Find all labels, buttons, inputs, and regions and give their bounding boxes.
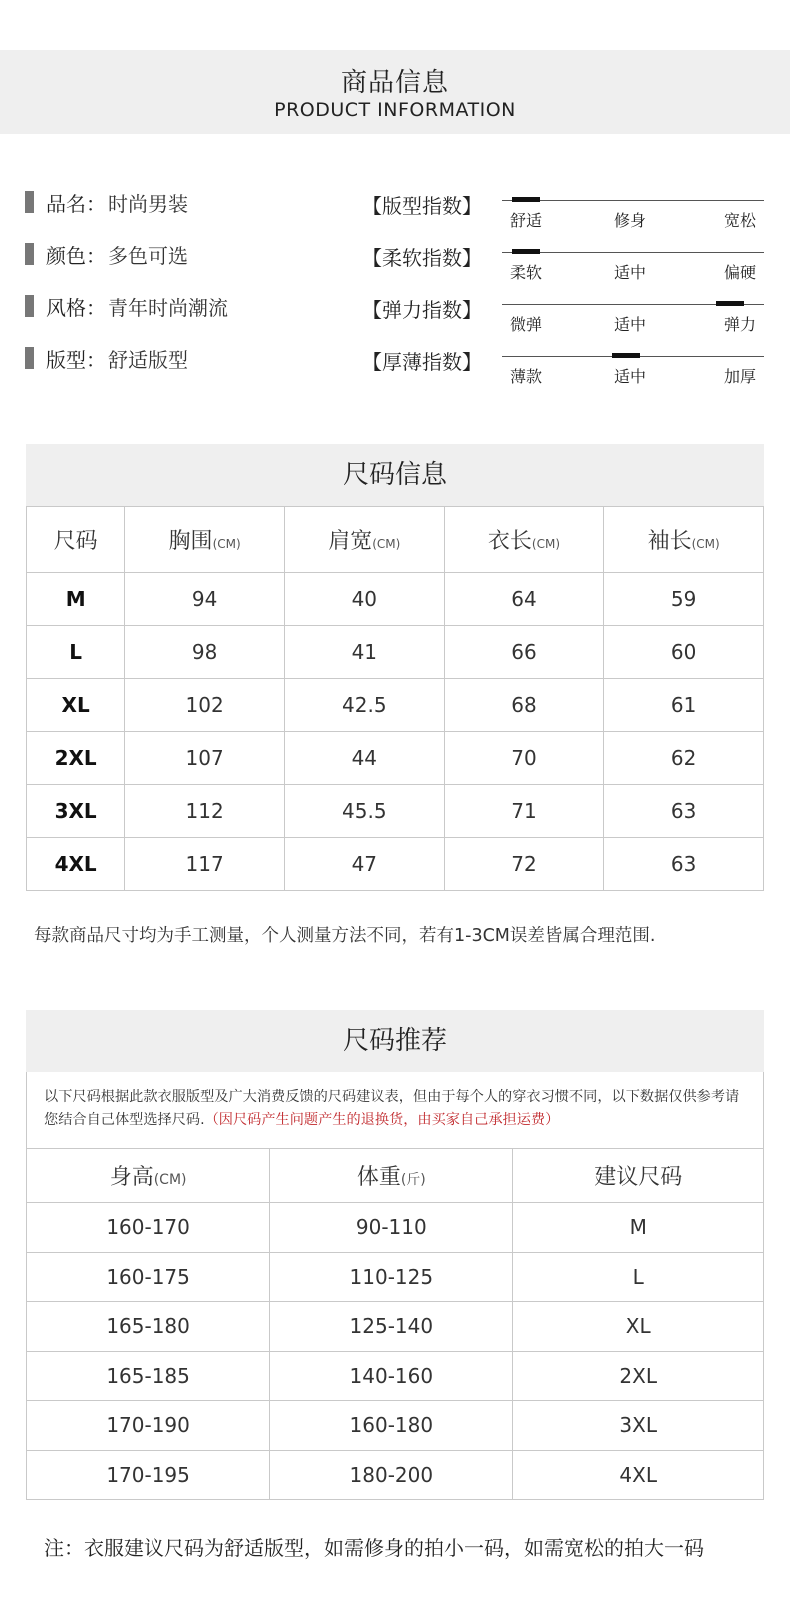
- scale-label: 偏硬: [723, 263, 756, 282]
- col-header-label: 胸围: [168, 529, 213, 554]
- table-cell: 66: [444, 626, 604, 679]
- recommend-description: [26, 1072, 764, 1148]
- product-info-header: [0, 50, 790, 134]
- table-cell: L: [513, 1252, 764, 1302]
- attribute-row: [25, 343, 188, 373]
- scale-marker: [612, 353, 640, 358]
- table-cell: XL: [513, 1302, 764, 1352]
- scale-label: 适中: [614, 315, 647, 334]
- table-cell: 160-175: [27, 1252, 270, 1302]
- table-cell: 107: [125, 732, 285, 785]
- recommend-desc-text: 以下尺码根据此款衣服版型及广大消费反馈的尺码建议表，但由于每个人的穿衣习惯不同，以下数据仅供参考请您结合自己体型选择尺码.: [44, 1089, 740, 1128]
- return-policy-warning: （因尺码产生问题产生的退换货，由买家自己承担运费）: [204, 1112, 560, 1128]
- scale-label: 薄款: [510, 367, 543, 386]
- table-row: [27, 626, 764, 679]
- table-cell: 90-110: [270, 1203, 513, 1253]
- col-header-label: 衣长: [487, 529, 532, 554]
- size-cell: L: [27, 626, 125, 679]
- size-advice-note: 注：衣服建议尺码为舒适版型，如需修身的拍小一码，如需宽松的拍大一码: [44, 1536, 704, 1560]
- scale-label: 舒适: [510, 211, 543, 230]
- table-cell: 61: [604, 679, 764, 732]
- table-cell: 68: [444, 679, 604, 732]
- measurement-note: 每款商品尺寸均为手工测量，个人测量方法不同，若有1-3CM误差皆属合理范围.: [34, 926, 656, 946]
- table-cell: 62: [604, 732, 764, 785]
- size-info-title: 尺码信息: [26, 444, 764, 506]
- scale-label: 弹力: [723, 315, 756, 334]
- col-header-unit: (CM): [691, 537, 720, 551]
- bullet-bar: [25, 347, 34, 369]
- table-row: [27, 732, 764, 785]
- scale-label: 加厚: [723, 367, 756, 386]
- index-title: 【柔软指数】: [362, 246, 482, 270]
- scale-line: [502, 200, 764, 201]
- col-header-unit: (CM): [531, 537, 561, 551]
- col-header-label: 体重: [356, 1165, 401, 1190]
- table-row: [27, 1252, 764, 1302]
- attribute-value: 舒适版型: [108, 347, 188, 372]
- table-row: [27, 1351, 764, 1401]
- col-header-chest: [125, 507, 285, 573]
- col-header-label: 建议尺码: [594, 1165, 683, 1190]
- index-title: 【版型指数】: [362, 194, 482, 218]
- header-title-en: PRODUCT INFORMATION: [274, 99, 516, 121]
- size-cell: 3XL: [27, 785, 125, 838]
- table-row: [27, 1302, 764, 1352]
- scale-line: [502, 252, 764, 253]
- table-cell: 165-185: [27, 1351, 270, 1401]
- table-cell: 180-200: [270, 1450, 513, 1500]
- table-cell: 47: [284, 838, 444, 891]
- scale-marker: [716, 301, 744, 306]
- table-cell: 72: [444, 838, 604, 891]
- table-cell: 170-190: [27, 1401, 270, 1451]
- col-header-label: 尺码: [53, 529, 98, 554]
- scale-label: 微弹: [510, 315, 543, 334]
- scale-marker: [512, 197, 540, 202]
- col-header-length: [444, 507, 604, 573]
- attribute-value: 多色可选: [108, 243, 188, 268]
- table-row: [27, 1401, 764, 1451]
- size-recommend-title: 尺码推荐: [26, 1010, 764, 1072]
- table-cell: 42.5: [284, 679, 444, 732]
- col-header-height: [27, 1149, 270, 1203]
- col-header-weight: [270, 1149, 513, 1203]
- table-cell: 160-180: [270, 1401, 513, 1451]
- table-row: [27, 838, 764, 891]
- scale-label: 适中: [614, 367, 647, 386]
- table-cell: 140-160: [270, 1351, 513, 1401]
- col-header-label: 肩宽: [328, 529, 373, 554]
- table-row: [27, 785, 764, 838]
- bullet-bar: [25, 295, 34, 317]
- attribute-label: 品名：: [46, 191, 106, 216]
- attribute-value: 青年时尚潮流: [108, 295, 228, 320]
- scale-label: 适中: [614, 263, 647, 282]
- table-row: [27, 573, 764, 626]
- table-cell: 112: [125, 785, 285, 838]
- table-cell: 2XL: [513, 1351, 764, 1401]
- table-row: [27, 1203, 764, 1253]
- attribute-label: 风格：: [46, 295, 106, 320]
- table-cell: 71: [444, 785, 604, 838]
- table-cell: 64: [444, 573, 604, 626]
- scale-label: 宽松: [723, 211, 756, 230]
- bullet-bar: [25, 191, 34, 213]
- table-cell: 117: [125, 838, 285, 891]
- attribute-label: 颜色：: [46, 243, 106, 268]
- table-cell: 44: [284, 732, 444, 785]
- attribute-value: 时尚男装: [108, 191, 188, 216]
- table-cell: 98: [125, 626, 285, 679]
- attribute-label: 版型：: [46, 347, 106, 372]
- index-scale: [502, 304, 764, 344]
- size-cell: 2XL: [27, 732, 125, 785]
- table-row: [27, 679, 764, 732]
- col-header-label: 袖长: [647, 529, 692, 554]
- size-table: [26, 506, 764, 891]
- index-scale: [502, 252, 764, 292]
- recommend-table: [26, 1148, 764, 1500]
- table-cell: 60: [604, 626, 764, 679]
- table-cell: 160-170: [27, 1203, 270, 1253]
- table-cell: 102: [125, 679, 285, 732]
- table-cell: 110-125: [270, 1252, 513, 1302]
- index-title: 【弹力指数】: [362, 298, 482, 322]
- scale-marker: [512, 249, 540, 254]
- size-cell: 4XL: [27, 838, 125, 891]
- header-title-cn: 商品信息: [340, 68, 449, 98]
- table-cell: 41: [284, 626, 444, 679]
- table-cell: 59: [604, 573, 764, 626]
- index-scale: [502, 356, 764, 396]
- col-header-sleeve: [604, 507, 764, 573]
- table-cell: 4XL: [513, 1450, 764, 1500]
- table-cell: 125-140: [270, 1302, 513, 1352]
- index-title: 【厚薄指数】: [362, 350, 482, 374]
- table-cell: 70: [444, 732, 604, 785]
- size-cell: M: [27, 573, 125, 626]
- table-header-row: [27, 1149, 764, 1203]
- table-cell: 63: [604, 838, 764, 891]
- col-header-size: [27, 507, 125, 573]
- bullet-bar: [25, 243, 34, 265]
- table-cell: 63: [604, 785, 764, 838]
- table-cell: 45.5: [284, 785, 444, 838]
- scale-label: 修身: [614, 211, 647, 230]
- table-row: [27, 1450, 764, 1500]
- table-cell: M: [513, 1203, 764, 1253]
- size-cell: XL: [27, 679, 125, 732]
- table-cell: 94: [125, 573, 285, 626]
- col-header-unit: (CM): [153, 1172, 187, 1188]
- col-header-unit: (CM): [212, 537, 241, 551]
- col-header-unit: (斤): [400, 1172, 426, 1188]
- col-header-shoulder: [284, 507, 444, 573]
- col-header-suggested-size: [513, 1149, 764, 1203]
- col-header-label: 身高: [109, 1165, 154, 1190]
- table-cell: 165-180: [27, 1302, 270, 1352]
- attribute-row: [25, 239, 188, 269]
- table-cell: 3XL: [513, 1401, 764, 1451]
- attribute-row: [25, 291, 228, 321]
- col-header-unit: (CM): [372, 537, 401, 551]
- scale-label: 柔软: [510, 263, 543, 282]
- index-scale: [502, 200, 764, 240]
- table-cell: 40: [284, 573, 444, 626]
- table-header-row: [27, 507, 764, 573]
- table-cell: 170-195: [27, 1450, 270, 1500]
- attribute-row: [25, 187, 188, 217]
